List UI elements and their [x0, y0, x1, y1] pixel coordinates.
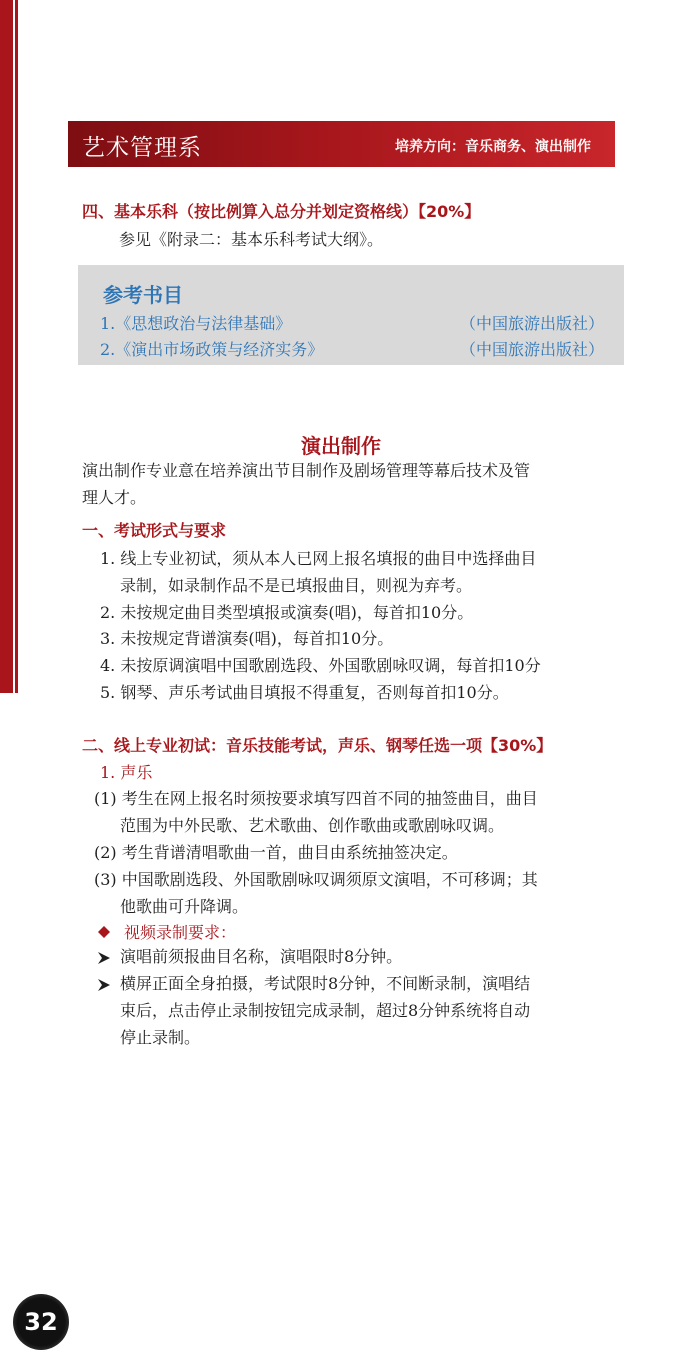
page-number: 32 [24, 1308, 58, 1336]
video-bullet-1: 演唱前须报曲目名称，演唱限时8分钟。 [120, 947, 403, 966]
online-test-heading: 二、线上专业初试：音乐技能考试，声乐、钢琴任选一项【30%】 [82, 736, 553, 755]
exam-form-line-2: 录制，如录制作品不是已填报曲目，则视为弃考。 [120, 576, 473, 595]
diamond-bullet-icon [98, 926, 110, 938]
vocal-subheading: 1. 声乐 [100, 763, 153, 782]
department-title: 艺术管理系 [82, 135, 202, 161]
reference-book-1: 1.《思想政治与法律基础》 [100, 314, 292, 333]
reference-publisher-2: （中国旅游出版社） [459, 340, 604, 359]
vocal-line-3: (2) 考生背谱清唱歌曲一首，曲目由系统抽签决定。 [94, 843, 458, 862]
arrow-bullet-icon [98, 979, 110, 991]
reference-book-2: 2.《演出市场政策与经济实务》 [100, 340, 324, 359]
reference-books-box [78, 265, 624, 365]
exam-form-heading: 一、考试形式与要求 [82, 521, 227, 540]
video-bullet-2-line-1: 横屏正面全身拍摄，考试限时8分钟，不间断录制，演唱结 [120, 974, 531, 993]
major-intro-line-2: 理人才。 [82, 488, 147, 507]
vocal-line-4: (3) 中国歌剧选段、外国歌剧咏叹调须原文演唱，不可移调；其 [94, 870, 538, 889]
vocal-line-2: 范围为中外民歌、艺术歌曲、创作歌曲或歌剧咏叹调。 [120, 816, 505, 835]
exam-form-line-6: 5. 钢琴、声乐考试曲目填报不得重复，否则每首扣10分。 [100, 683, 509, 702]
exam-form-line-3: 2. 未按规定曲目类型填报或演奏(唱)，每首扣10分。 [100, 603, 474, 622]
video-bullet-2-line-2: 束后，点击停止录制按钮完成录制，超过8分钟系统将自动 [120, 1001, 531, 1020]
department-header [68, 121, 615, 167]
exam-form-line-1: 1. 线上专业初试，须从本人已网上报名填报的曲目中选择曲目 [100, 549, 537, 568]
page-number-badge [13, 1294, 69, 1350]
arrow-bullet-icon [98, 952, 110, 964]
vocal-line-1: (1) 考生在网上报名时须按要求填写四首不同的抽签曲目，曲目 [94, 789, 538, 808]
exam-form-line-5: 4. 未按原调演唱中国歌剧选段、外国歌剧咏叹调，每首扣10分 [100, 656, 541, 675]
major-intro-line-1: 演出制作专业意在培养演出节目制作及剧场管理等幕后技术及管 [82, 461, 531, 480]
side-stripe-inner [15, 0, 18, 693]
section4-note: 参见《附录二：基本乐科考试大纲》。 [119, 230, 384, 249]
reference-books-title: 参考书目 [103, 283, 183, 307]
major-title: 演出制作 [301, 434, 381, 458]
reference-publisher-1: （中国旅游出版社） [459, 314, 604, 333]
vocal-line-5: 他歌曲可升降调。 [120, 897, 249, 916]
exam-form-line-4: 3. 未按规定背谱演奏(唱)，每首扣10分。 [100, 629, 394, 648]
training-direction: 培养方向：音乐商务、演出制作 [395, 139, 591, 155]
side-stripe-outer [0, 0, 13, 693]
section4-heading: 四、基本乐科（按比例算入总分并划定资格线）【20%】 [82, 202, 481, 221]
video-bullet-2-line-3: 停止录制。 [120, 1028, 201, 1047]
video-requirements-label: 视频录制要求： [124, 923, 237, 942]
